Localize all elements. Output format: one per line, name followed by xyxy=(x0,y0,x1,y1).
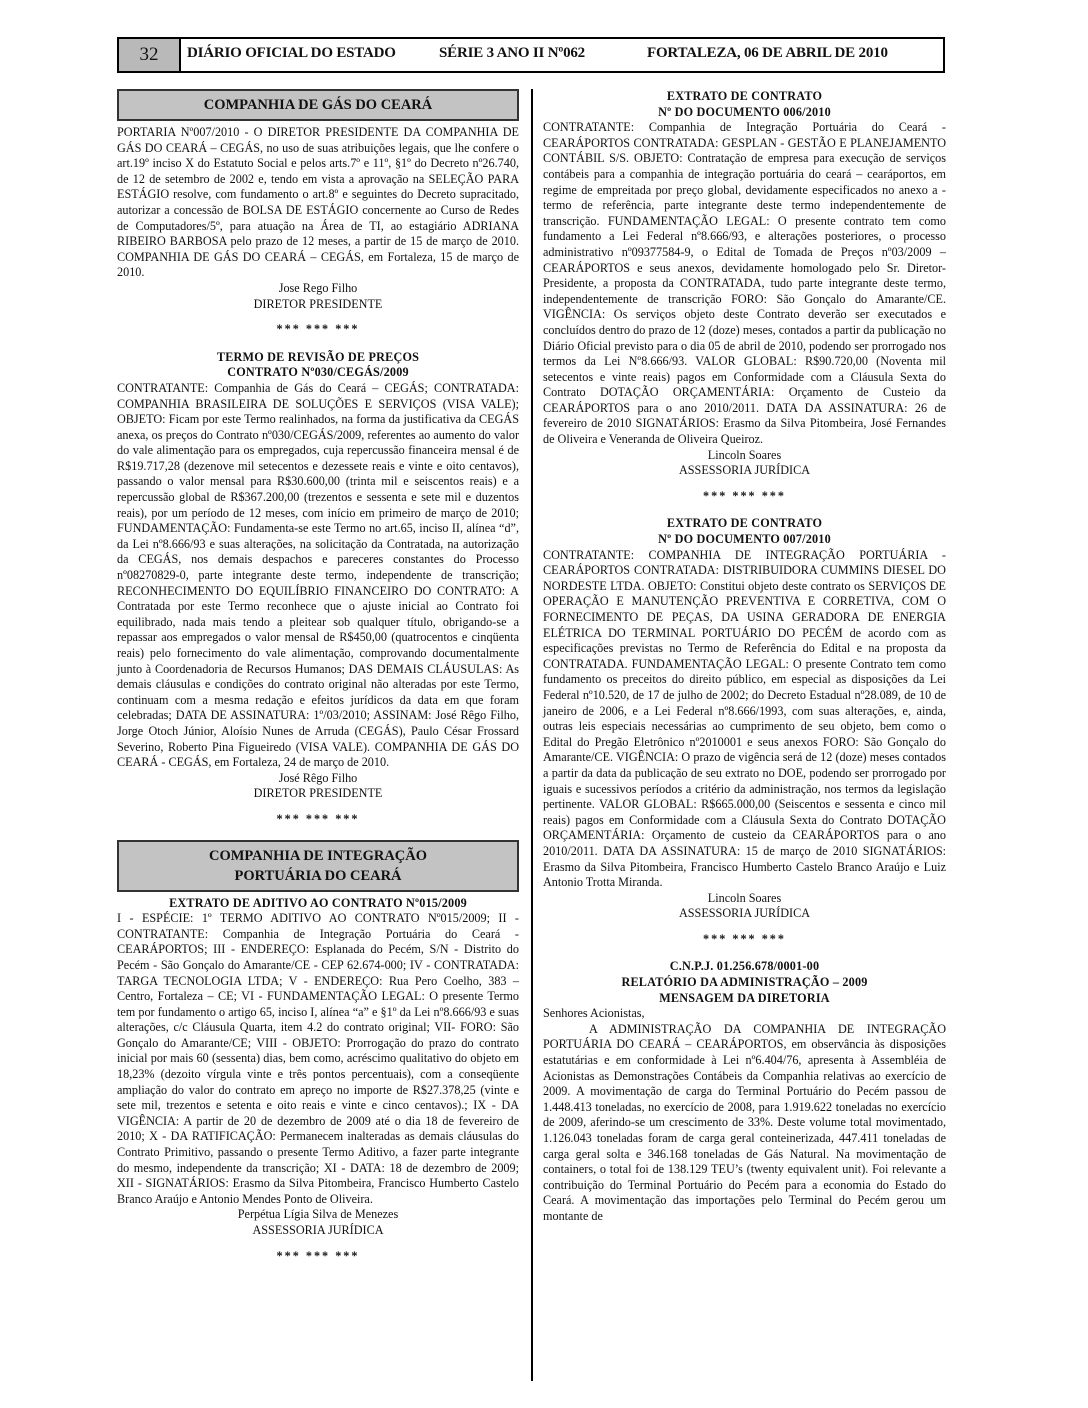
extrato1-body: CONTRATANTE: Companhia de Integração Portuária do Ceará - CEARÁPORTOS CONTRATADA: GESPLAN - GESTÃO E PLANEJAMENTO CONTÁBIL S/S. OBJETO: Contratação de empresa para execução de serviços contábeis para a companhia de integração portuária do ceará – cearáportos, em regime de empreitada por preço global, devidamente especificados no anexo a - termo de referência, parte integrante deste termo independentemente de transcrição. FUNDAMENTAÇÃO LEGAL: O presente contrato tem como fundamento a Lei Federal nº8.666/93, e alterações posteriores, o processo administrativo nº09377584-9, o Edital de Tomada de Preços nº03/2009 – CEARÁPORTOS e seus anexos, devidamente homologado pelo Sr. Diretor-Presidente, a proposta da CONTRATADA, tudo parte integrante deste termo, independentemente de transcrição FORO: São Gonçalo do Amarante/CE. VIGÊNCIA: Os serviços objeto deste Contrato deverão ser executados e concluídos dentro do prazo de 12 (doze) meses, contados a partir da publicação no Diário Oficial previsto para o dia 05 de abril de 2010, podendo ser prorrogado nos termos da Lei Nº8.666/93. VALOR GLOBAL: R$90.720,00 (Noventa mil setecentos e vinte reais) pagos em Conformidade com a Cláusula Sexta do Contrato DOTAÇÃO ORÇAMENTÁRIA: Orçamento de Custeio da CEARÁPORTOS para o ano 2010/2011. DATA DA ASSINATURA: 26 de fevereiro de 2010 SIGNATÁRIOS: Erasmo da Silva Pitombeira, José Fernandes de Oliveira e Veneranda de Oliveira Queiroz. xyxy=(543,120,946,447)
extrato1-title: EXTRATO DE CONTRATO xyxy=(666,89,823,103)
section-title-cegas: COMPANHIA DE GÁS DO CEARÁ xyxy=(117,89,519,121)
separator-stars: *** *** *** xyxy=(276,322,360,337)
termo-role: DIRETOR PRESIDENTE xyxy=(253,786,383,801)
termo-body: CONTRATANTE: Companhia de Gás do Ceará – CEGÁS; CONTRATADA: COMPANHIA BRASILEIRA DE SOLUÇÕES E SERVIÇOS (VISA VALE); OBJETO: Ficam por este Termo realinhados, na forma da justificativa da CEGÁS anexa, os preços do Contrato nº030/CEGÁS/2009, referentes ao aumento do valor do vale alimentação para os empregados, cuja repercussão financeira mensal é de R$19.717,28 (dezenove mil setecentos e dezessete reais e vinte e oito centavos), passando o valor mensal para R$30.600,00 (trinta mil e seiscentos reais) e a repercussão global de R$367.200,00 (trezentos e sessenta e sete mil e duzentos reais), por um período de 12 meses, com início em primeiro de março de 2010; FUNDAMENTAÇÃO: Fundamenta-se este Termo no art.65, inciso II, alínea “d”, da Lei nº8.666/93 e suas alterações, na solicitação da Contratada, na autorização da CEGÁS, nos demais despachos e pareceres constantes do Processo nº08270829-0, parte integrante deste termo, independente de transcrição; RECONHECIMENTO DO EQUILÍBRIO FINANCEIRO DO CONTRATO: A Contratada por este Termo reconhece que o ajuste inicial ao Contrato foi equilibrado, nada mais tendo a pleitear sob qualquer título, obrigando-se a repassar aos empregados o valor mensal de R$450,00 (quatrocentos e cinqüenta reais) pelo fornecimento do vale alimentação, comprovando documentalmente junto à Coordenadoria de Recursos Humanos; DAS DEMAIS CLÁUSULAS: As demais cláusulas e condições do contrato original não alteradas por este Termo, continuam com a mesma redação e efeitos jurídicos da data em que foram celebradas; DATA DE ASSINATURA: 1º/03/2010; ASSINAM: José Rêgo Filho, Jorge Otoch Júnior, Aloísio Nunes de Arruda (CEGÁS), Paulo César Frossard Severino, Roberto Pina Figueiredo (VISA VALE). COMPANHIA DE GÁS DO CEARÁ - CEGÁS, em Fortaleza, 24 de março de 2010. xyxy=(117,380,519,770)
page-number: 32 xyxy=(119,39,181,71)
cnpj-title: C.N.P.J. 01.256.678/0001-00 xyxy=(669,959,820,974)
place-date: FORTALEZA, 06 DE ABRIL DE 2010 xyxy=(647,45,888,61)
separator-stars: *** *** *** xyxy=(276,811,360,826)
section-title-line: COMPANHIA DE INTEGRAÇÃO xyxy=(208,847,428,864)
section-title-cearaportos xyxy=(117,840,519,892)
extrato2-title: EXTRATO DE CONTRATO xyxy=(666,516,823,531)
separator-stars: *** *** *** xyxy=(276,1248,360,1263)
right-column xyxy=(543,89,946,1225)
extrato2-role: ASSESSORIA JURÍDICA xyxy=(678,906,811,921)
section-title-line: PORTUÁRIA DO CEARÁ xyxy=(234,867,402,884)
extrato2-body: CONTRATANTE: COMPANHIA DE INTEGRAÇÃO PORTUÁRIA - CEARÁPORTOS CONTRATADA: DISTRIBUIDORA CUMMINS DIESEL DO NORDESTE LTDA. OBJETO: Constitui objeto deste contrato os SERVIÇOS DE OPERAÇÃO E MANUTENÇÃO PREVENTIVA E CORRETIVA, COM O FORNECIMENTO DE PEÇAS, DA USINA GERADORA DE ENERGIA ELÉTRICA DO TERMINAL PORTUÁRIO DO PECÉM de acordo com as especificações previstas no Termo de Referência do Edital e na proposta da CONTRATADA. FUNDAMENTAÇÃO LEGAL: O presente Contrato tem como fundamento os preceitos do direito público, em especial as disposições da Lei Federal nº10.520, de 17 de julho de 2002; do Decreto Estadual nº28.089, de 10 de janeiro de 2006, e a Lei Federal nº8.666/1993, com suas alterações, e, ainda, outras leis especiais necessárias ao cumprimento de seu objeto, bem como o Edital do Pregão Eletrônico nº2010001 e seus anexos FORO: São Gonçalo do Amarante/CE. VIGÊNCIA: O prazo de vigência será de 12 (doze) meses contados a partir da data da publicação de seu extrato no DOE, podendo ser prorrogado por iguais e sucessivos períodos a critério da administração, nos termos da legislação pertinente. VALOR GLOBAL: R$665.000,00 (Seiscentos e sessenta e cinco mil reais) pagos em Conformidade com a Cláusula Sexta do Contrato DOTAÇÃO ORÇAMENTÁRIA: Orçamento de custeio da CEARÁPORTOS para o ano 2010/2011. DATA DA ASSINATURA: 15 de março de 2010 SIGNATÁRIOS: Erasmo da Silva Pitombeira, Francisco Humberto Castelo Branco Araújo e Luiz Antonio Trotta Miranda. xyxy=(543,547,946,890)
left-column xyxy=(117,89,519,1276)
termo-contract-number: CONTRATO Nº030/CEGÁS/2009 xyxy=(227,365,409,380)
extrato2-document-number: Nº DO DOCUMENTO 007/2010 xyxy=(658,532,831,547)
aditivo-signer: Perpétua Lígia Silva de Menezes xyxy=(237,1207,399,1222)
portaria-body: PORTARIA Nº007/2010 - O DIRETOR PRESIDENTE DA COMPANHIA DE GÁS DO CEARÁ – CEGÁS, no uso de suas atribuições legais, que lhe confere o art.19º inciso X do Estatuto Social e pelos arts.7º e 11º, §1º do Decreto nº26.740, de 12 de setembro de 2002 e, tendo em vista a aprovação na SELEÇÃO PARA ESTÁGIO resolve, com fundamento o art.8º e seguintes do Decreto supracitado, autorizar a concessão de BOLSA DE ESTÁGIO concernente ao Curso de Redes de Computadores/5º, para atuação na Área de TI, ao estagiário ADRIANA RIBEIRO BARBOSA pelo prazo de 12 meses, a partir de 15 de março de 2010. COMPANHIA DE GÁS DO CEARÁ – CEGÁS, em Fortaleza, 15 de março de 2010. xyxy=(117,125,519,280)
separator-stars: *** *** *** xyxy=(703,488,786,503)
aditivo-body: I - ESPÉCIE: 1º TERMO ADITIVO AO CONTRATO Nº015/2009; II - CONTRATANTE: Companhia de Integração Portuária do Ceará - CEARÁPORTOS; III - ENDEREÇO: Esplanada do Pecém, S/N - Distrito do Pecém - São Gonçalo do Amarante/CE - CEP 62.674-000; IV - CONTRATADA: TARGA TECNOLOGIA LTDA; V - ENDEREÇO: Rua Pero Coelho, 383 – Centro, Fortaleza – CE; VI - FUNDAMENTAÇÃO LEGAL: O presente Termo tem por fundamento o artigo 65, inciso I, alínea “a” e §1º da Lei nº8.666/93 e suas alterações, c/c Cláusula Quarta, item 4.2 do contrato original; VII- FORO: São Gonçalo do Amarante/CE; VIII - OBJETO: Prorrogação do prazo do contrato inicial por mais 60 (sessenta) dias, bem como, acréscimo qualitativo do objeto em 18,23% (dezoito vírgula vinte e três pontos percentuais), com a conseqüente ampliação do valor do contrato em apreço no importe de R$27.378,25 (vinte e sete mil, trezentos e setenta e oito reais e vinte e cinco centavos).; IX - DA VIGÊNCIA: A partir de 20 de dezembro de 2009 até o dia 18 de fevereiro de 2010; X - DA RATIFICAÇÃO: Permanecem inalteradas as demais cláusulas do Contrato Primitivo, passando o presente Termo Aditivo, a fazer parte integrante do mesmo, independente da transcrição; XI - DATA: 18 de dezembro de 2009; XII - SIGNATÁRIOS: Erasmo da Silva Pitombeira, Francisco Humberto Castelo Branco Araújo e Antonio Mendes Ponto de Oliveira. xyxy=(117,911,519,1206)
extrato1-document-number: Nº DO DOCUMENTO 006/2010 xyxy=(658,104,831,119)
separator-stars: *** *** *** xyxy=(703,931,786,946)
mensagem-title: MENSAGEM DA DIRETORIA xyxy=(659,990,830,1005)
termo-signer: José Rêgo Filho xyxy=(278,770,358,785)
extrato2-signer: Lincoln Soares xyxy=(707,890,782,905)
column-divider xyxy=(531,89,533,1381)
relatorio-body: A ADMINISTRAÇÃO DA COMPANHIA DE INTEGRAÇÃO PORTUÁRIA DO CEARÁ – CEARÁPORTOS, em observância às disposições estatutárias e em conformidade à Lei nº6.404/76, apresenta à Assembléia de Acionistas as Demonstrações Contábeis da Companhia relativas ao exercício de 2009. A movimentação de carga do Terminal Portuário do Pecém passou de 1.448.413 toneladas, no exercício de 2008, para 1.919.622 toneladas no exercício de 2009, aferindo-se um crescimento de 33%. Deste volume total movimentado, 1.126.043 toneladas foram de carga geral conteinerizada, 447.411 toneladas de carga geral solta e 346.168 toneladas de Gás Natural. Na movimentação de containers, o total foi de 138.129 TEU’s (twenty equivalent unit). Foi relevante a contribuição do Terminal Portuário do Pecém para a economia do Estado do Ceará. A movimentação das importações pelo Terminal do Pecém gerou um montante de xyxy=(543,1021,946,1223)
series-info: SÉRIE 3 ANO II Nº062 xyxy=(439,45,585,61)
page-header xyxy=(117,37,945,73)
extrato1-signer: Lincoln Soares xyxy=(707,447,782,462)
extrato1-role: ASSESSORIA JURÍDICA xyxy=(678,463,811,478)
journal-name: DIÁRIO OFICIAL DO ESTADO xyxy=(187,45,396,61)
aditivo-title: EXTRATO DE ADITIVO AO CONTRATO Nº015/2009 xyxy=(169,895,467,910)
portaria-role: DIRETOR PRESIDENTE xyxy=(253,296,383,311)
relatorio-title: RELATÓRIO DA ADMINISTRAÇÃO – 2009 xyxy=(621,975,868,990)
termo-title: TERMO DE REVISÃO DE PREÇOS xyxy=(216,349,420,364)
aditivo-role: ASSESSORIA JURÍDICA xyxy=(252,1223,384,1237)
portaria-signer: Jose Rego Filho xyxy=(278,280,358,295)
salutation: Senhores Acionistas, xyxy=(543,1006,645,1021)
